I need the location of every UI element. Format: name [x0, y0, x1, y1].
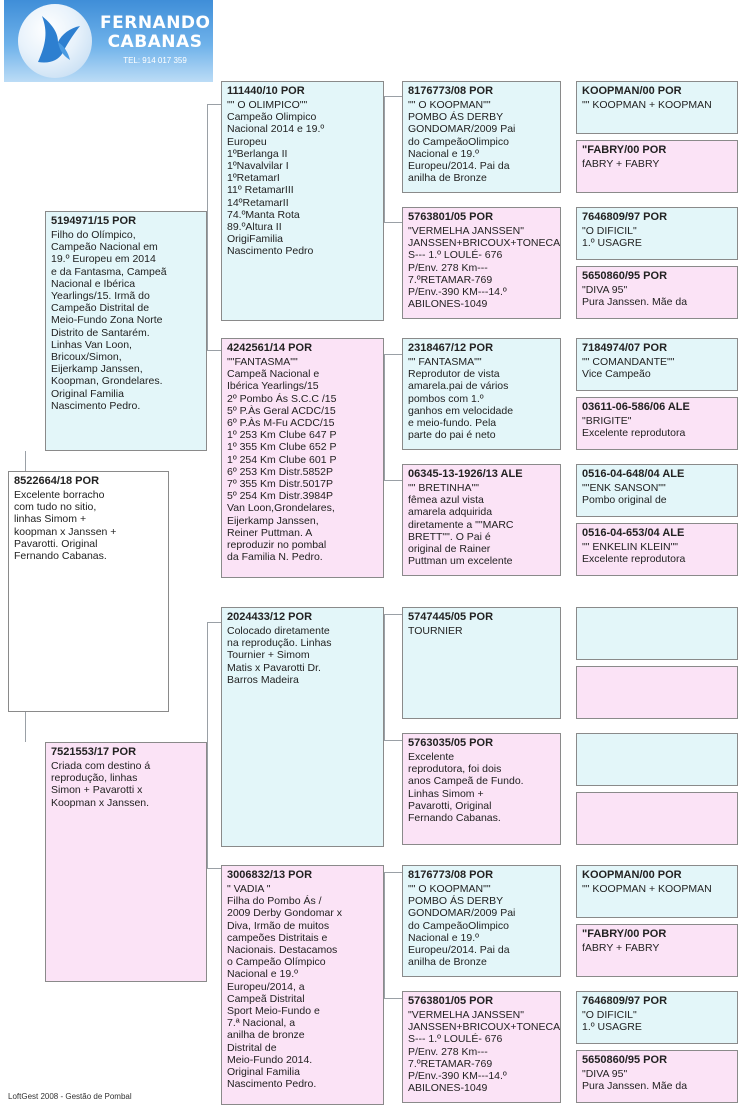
pigeon-description: Filho do Olímpico, Campeão Nacional em 19.º Europeu em 2014 e da Fantasma, Campeã Nacional e Ibérica Yearlings/15. Irmã do Campeão Distrital de Meio-Fundo Zona Norte Distrito de Santarém. Linhas Van Loon, Bricoux/Simon, Eijerkamp Janssen, Koopman, Grondelares. Original Familia Nascimento Pedro.: [51, 229, 167, 412]
logo-title: [100, 14, 210, 52]
ring-number: 8522664/18 POR: [14, 475, 100, 487]
ring-number: 3006832/13 POR: [227, 869, 313, 881]
ring-number: 111440/10 POR: [227, 85, 305, 97]
pigeon-description: fABRY + FABRY: [582, 158, 660, 170]
breeder-logo: [4, 0, 213, 82]
pigeon-card-dam-sire[interactable]: [221, 607, 384, 847]
ring-number: "FABRY/00 POR: [582, 144, 667, 156]
pigeon-card-gen4-3[interactable]: [576, 207, 738, 260]
ring-number: 2318467/12 POR: [408, 342, 494, 354]
pigeon-card-gen4-7[interactable]: [576, 464, 738, 517]
logo-title-line2: CABANAS: [107, 32, 203, 52]
connector-line: [384, 872, 403, 999]
ring-number: 2024433/12 POR: [227, 611, 313, 623]
pigeon-description: Colocado diretamente na reprodução. Linhas Tournier + Simom Matis x Pavarotti Dr. Barros Madeira: [227, 625, 332, 686]
pigeon-description: Excelente reprodutora, foi dois anos Campeã de Fundo. Linhas Simom + Pavarotti, Original Fernando Cabanas.: [408, 751, 524, 825]
pigeon-card-gen4-6[interactable]: [576, 397, 738, 450]
ring-number: 5763801/05 POR: [408, 995, 494, 1007]
pigeon-description: ""FANTASMA"" Campeã Nacional e Ibérica Yearlings/15 2º Pombo Ás S.C.C /15 5º P.Às Geral ACDC/15 6º P.Às M-Fu ACDC/15 1º 253 Km Clube 647 P 1º 355 Km Clube 652 P 1º 254 Km Clube 601 P 6º 253 Km Distr.5852P 7º 355 Km Distr.5017P 5º 254 Km Distr.3984P Van Loon,Grondelares, Eijerkamp Janssen, Reiner Puttman. A reproduzir no pombal da Familia N. Pedro.: [227, 356, 337, 564]
pigeon-card-dam[interactable]: [45, 742, 207, 982]
pigeon-description: "" O KOOPMAN"" POMBO ÁS DERBY GONDOMAR/2009 Pai do CampeãoOlimpico Nacional e 19.º Europeu/2014. Pai da anilha de Bronze: [408, 99, 516, 185]
ring-number: 7184974/07 POR: [582, 342, 668, 354]
pigeon-card-gen4-9-empty[interactable]: [576, 607, 738, 660]
pigeon-card-gen4-8[interactable]: [576, 523, 738, 576]
connector-line: [25, 712, 26, 742]
ring-number: 7646809/97 POR: [582, 995, 668, 1007]
ring-number: 5650860/95 POR: [582, 270, 668, 282]
pigeon-card-gen4-12-empty[interactable]: [576, 792, 738, 845]
pigeon-description: "DIVA 95" Pura Janssen. Mãe da: [582, 284, 688, 309]
pigeon-description: TOURNIER: [408, 625, 463, 637]
pigeon-description: " VADIA " Filha do Pombo Ás / 2009 Derby Gondomar x Diva, Irmão de muitos campeões Distritais e Nacionais. Destacamos o Campeão Olímpico Nacional e 19.º Europeu/2014, a Campeã Distrital Sport Meio-Fundo e 7.ª Nacional, a anilha de bronze Distrital de Meio-Fundo 2014. Original Familia Nascimento Pedro.: [227, 883, 342, 1091]
pigeon-description: "" KOOPMAN + KOOPMAN: [582, 99, 712, 111]
pigeon-description: "" BRETINHA"" fêmea azul vista amarela adquirida diretamente a ""MARC BRETT"". O Pai é original de Rainer Puttman um excelente: [408, 482, 514, 568]
pigeon-card-gen3-5[interactable]: [402, 607, 561, 719]
pigeon-card-sire[interactable]: [45, 211, 207, 451]
ring-number: KOOPMAN/00 POR: [582, 869, 682, 881]
pigeon-description: "BRIGITE" Excelente reprodutora: [582, 415, 686, 440]
pigeon-card-gen4-1[interactable]: [576, 81, 738, 134]
pigeon-card-gen3-4[interactable]: [402, 464, 561, 576]
ring-number: 0516-04-653/04 ALE: [582, 527, 685, 539]
logo-phone: TEL: 914 017 359: [123, 56, 187, 65]
pigeon-card-gen4-11-empty[interactable]: [576, 733, 738, 786]
pigeon-card-gen4-2[interactable]: [576, 140, 738, 193]
connector-line: [25, 451, 26, 471]
connector-line: [384, 354, 403, 481]
pigeon-description: ""ENK SANSON"" Pombo original de: [582, 482, 667, 507]
ring-number: "FABRY/00 POR: [582, 928, 667, 940]
ring-number: 4242561/14 POR: [227, 342, 313, 354]
pigeon-card-gen3-2[interactable]: [402, 207, 561, 319]
pigeon-card-gen3-1[interactable]: [402, 81, 561, 193]
pigeon-card-gen4-15[interactable]: [576, 991, 738, 1044]
pigeon-description: "O DIFICIL" 1.º USAGRE: [582, 225, 642, 250]
pigeon-description: "" FANTASMA"" Reprodutor de vista amarela.pai de vários pombos com 1.º ganhos em velocidade e meio-fundo. Pela parte do pai é neto: [408, 356, 514, 442]
pigeon-description: "" ENKELIN KLEIN"" Excelente reprodutora: [582, 541, 686, 566]
footer-credit: LoftGest 2008 - Gestão de Pombal: [8, 1092, 132, 1101]
ring-number: 5763035/05 POR: [408, 737, 494, 749]
ring-number: 7521553/17 POR: [51, 746, 137, 758]
pigeon-card-gen3-7[interactable]: [402, 865, 561, 977]
ring-number: 5650860/95 POR: [582, 1054, 668, 1066]
pigeon-card-gen4-14[interactable]: [576, 924, 738, 977]
pigeon-description: "DIVA 95" Pura Janssen. Mãe da: [582, 1068, 688, 1093]
connector-line: [207, 104, 222, 351]
connector-line: [384, 96, 403, 223]
pigeon-card-gen4-4[interactable]: [576, 266, 738, 319]
pigeon-description: Criada com destino á reprodução, linhas Simon + Pavarotti x Koopman x Janssen.: [51, 760, 151, 809]
pigeon-description: Excelente borracho com tudo no sitio, linhas Simom + koopman x Janssen + Pavarotti. Original Fernando Cabanas.: [14, 489, 117, 563]
logo-title-line1: FERNANDO: [100, 13, 211, 33]
ring-number: 8176773/08 POR: [408, 869, 494, 881]
pigeon-description: "O DIFICIL" 1.º USAGRE: [582, 1009, 642, 1034]
ring-number: 03611-06-586/06 ALE: [582, 401, 690, 413]
pigeon-description: "" KOOPMAN + KOOPMAN: [582, 883, 712, 895]
pigeon-card-gen3-8[interactable]: [402, 991, 561, 1103]
ring-number: 7646809/97 POR: [582, 211, 668, 223]
pigeon-description: "VERMELHA JANSSEN" JANSSEN+BRICOUX+TONECA S--- 1.º LOULÉ- 676 P/Env. 278 Km--- 7.ºRETAMAR-769 P/Env.-390 KM---14.º ABILONES-1049: [408, 225, 561, 311]
connector-line: [207, 622, 222, 869]
pigeon-logo-icon: [18, 4, 92, 78]
pigeon-description: "" O OLIMPICO"" Campeão Olimpico Nacional 2014 e 19.º Europeu 1ºBerlanga II 1ºNavalvilar I 1ºRetamarI 11º RetamarIII 14ºRetamarII 74.ºManta Rota 89.ºAltura II OrigiFamilia Nascimento Pedro: [227, 99, 325, 258]
pigeon-card-gen4-5[interactable]: [576, 338, 738, 391]
connector-line: [384, 614, 403, 741]
ring-number: 5194971/15 POR: [51, 215, 137, 227]
pigeon-description: fABRY + FABRY: [582, 942, 660, 954]
pigeon-card-gen4-16[interactable]: [576, 1050, 738, 1103]
pigeon-card-subject[interactable]: [8, 471, 169, 712]
pigeon-description: "VERMELHA JANSSEN" JANSSEN+BRICOUX+TONECA S--- 1.º LOULÉ- 676 P/Env. 278 Km--- 7.ºRETAMAR-769 P/Env.-390 KM---14.º ABILONES-1049: [408, 1009, 561, 1095]
ring-number: KOOPMAN/00 POR: [582, 85, 682, 97]
pigeon-card-gen3-3[interactable]: [402, 338, 561, 450]
pigeon-card-sire-dam[interactable]: [221, 338, 384, 578]
pigeon-card-sire-sire[interactable]: [221, 81, 384, 321]
pigeon-card-gen3-6[interactable]: [402, 733, 561, 845]
ring-number: 0516-04-648/04 ALE: [582, 468, 685, 480]
pigeon-description: "" COMANDANTE"" Vice Campeão: [582, 356, 675, 381]
ring-number: 5747445/05 POR: [408, 611, 494, 623]
pigeon-card-gen4-10-empty[interactable]: [576, 666, 738, 719]
pigeon-card-gen4-13[interactable]: [576, 865, 738, 918]
ring-number: 06345-13-1926/13 ALE: [408, 468, 523, 480]
pigeon-card-dam-dam[interactable]: [221, 865, 384, 1105]
pigeon-description: "" O KOOPMAN"" POMBO ÁS DERBY GONDOMAR/2009 Pai do CampeãoOlimpico Nacional e 19.º Europeu/2014. Pai da anilha de Bronze: [408, 883, 516, 969]
ring-number: 8176773/08 POR: [408, 85, 494, 97]
ring-number: 5763801/05 POR: [408, 211, 494, 223]
